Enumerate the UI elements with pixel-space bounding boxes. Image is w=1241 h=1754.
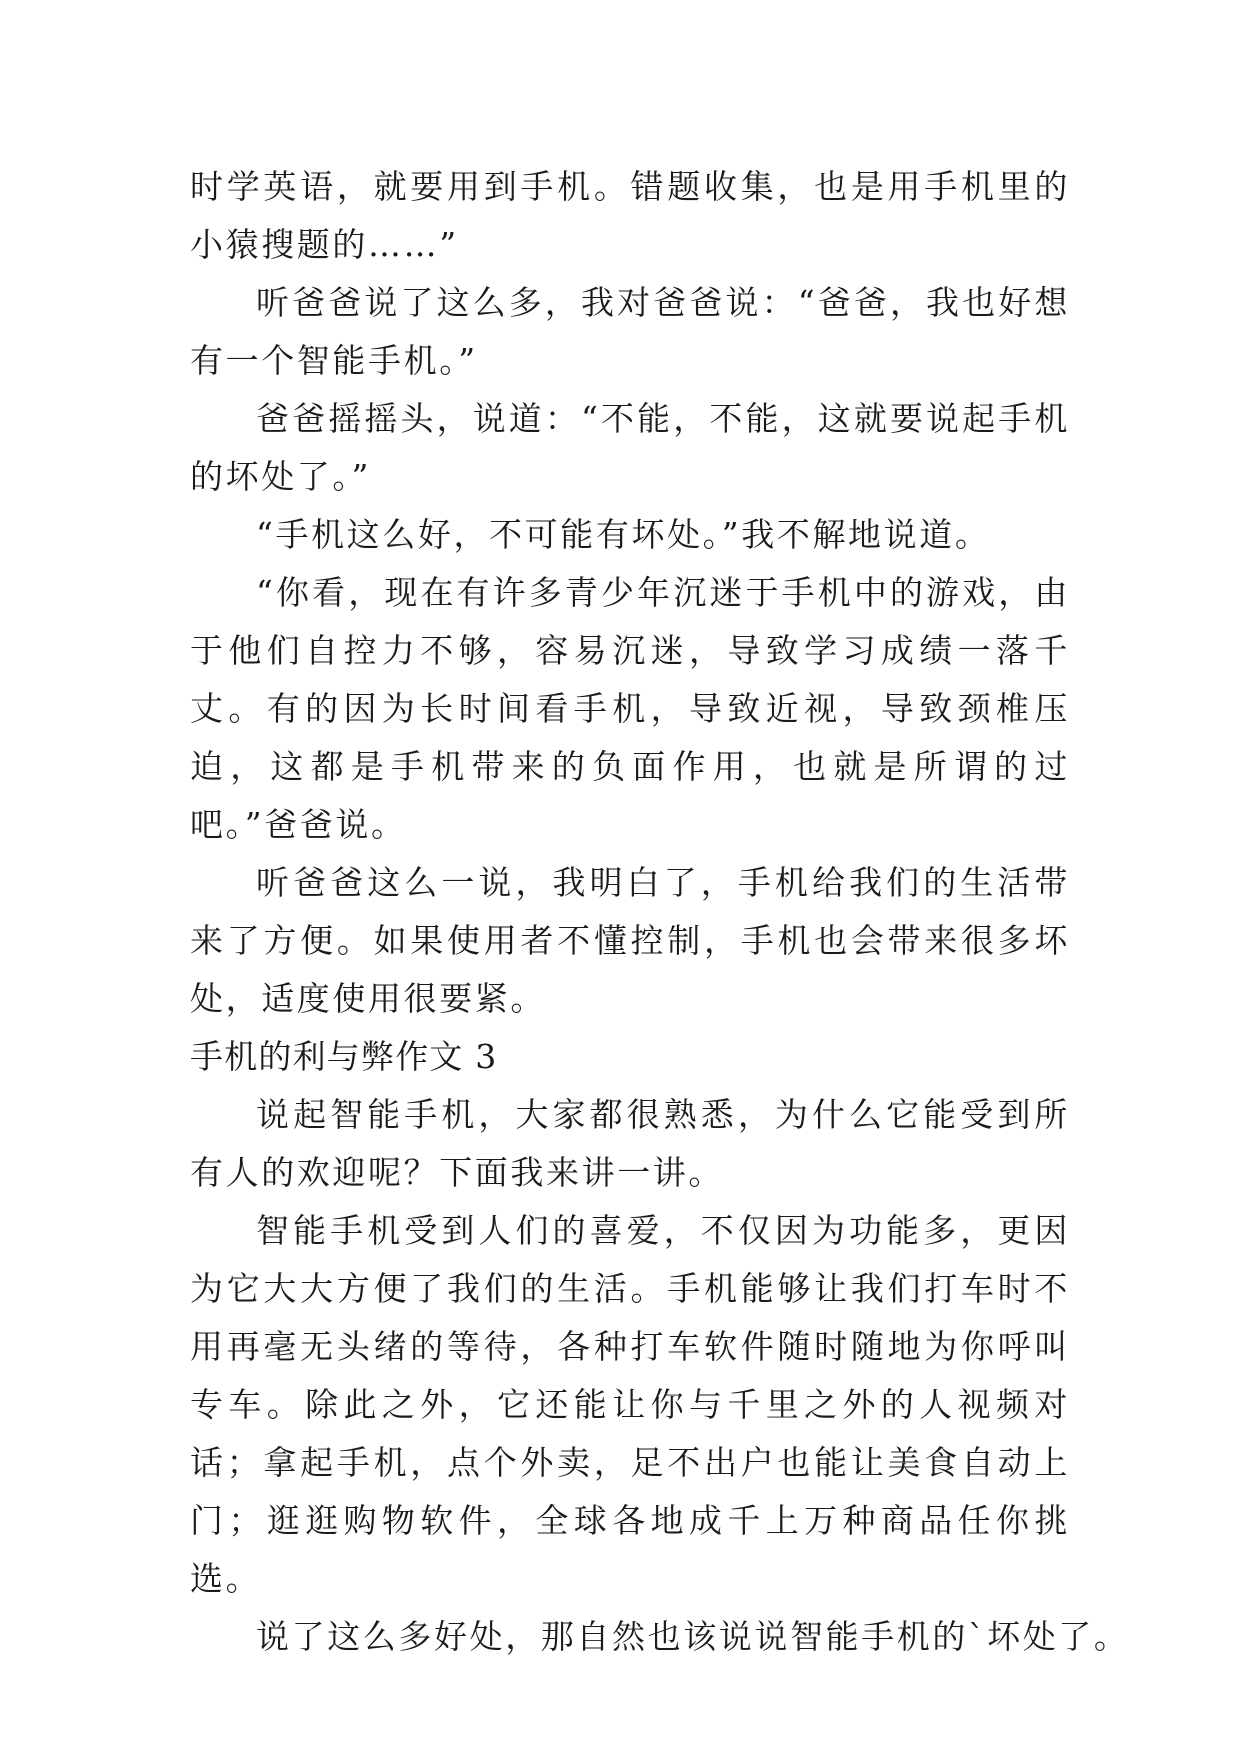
section-heading: 手机的利与弊作文 3 — [190, 1037, 498, 1076]
paragraph: 说起智能手机，大家都很熟悉，为什么它能受到所有人的欢迎呢？下面我来讲一讲。 — [190, 1095, 1070, 1192]
paragraph: 听爸爸这么一说，我明白了，手机给我们的生活带来了方便。如果使用者不懂控制，手机也会带来很多坏处，适度使用很要紧。 — [190, 863, 1070, 1018]
paragraph: “你看，现在有许多青少年沉迷于手机中的游戏，由于他们自控力不够，容易沉迷，导致学习成绩一落千丈。有的因为长时间看手机，导致近视，导致颈椎压迫，这都是手机带来的负面作用，也就是所谓的过吧。”爸爸说。 — [190, 573, 1070, 844]
paragraph: 智能手机受到人们的喜爱，不仅因为功能多，更因为它大大方便了我们的生活。手机能够让我们打车时不用再毫无头绪的等待，各种打车软件随时随地为你呼叫专车。除此之外，它还能让你与千里之外的人视频对话；拿起手机，点个外卖，足不出户也能让美食自动上门；逛逛购物软件，全球各地成千上万种商品任你挑选。 — [190, 1211, 1070, 1598]
document-body — [190, 158, 1130, 1666]
paragraph: 听爸爸说了这么多，我对爸爸说：“爸爸，我也好想有一个智能手机。” — [190, 283, 1070, 380]
paragraph: 爸爸摇摇头，说道：“不能，不能，这就要说起手机的坏处了。” — [190, 399, 1070, 496]
paragraph-continuation: 时学英语，就要用到手机。错题收集，也是用手机里的小猿搜题的……” — [190, 167, 1070, 264]
paragraph: 说了这么多好处，那自然也该说说智能手机的`坏处了。 — [256, 1617, 1130, 1656]
paragraph: “手机这么好，不可能有坏处。”我不解地说道。 — [256, 515, 991, 554]
